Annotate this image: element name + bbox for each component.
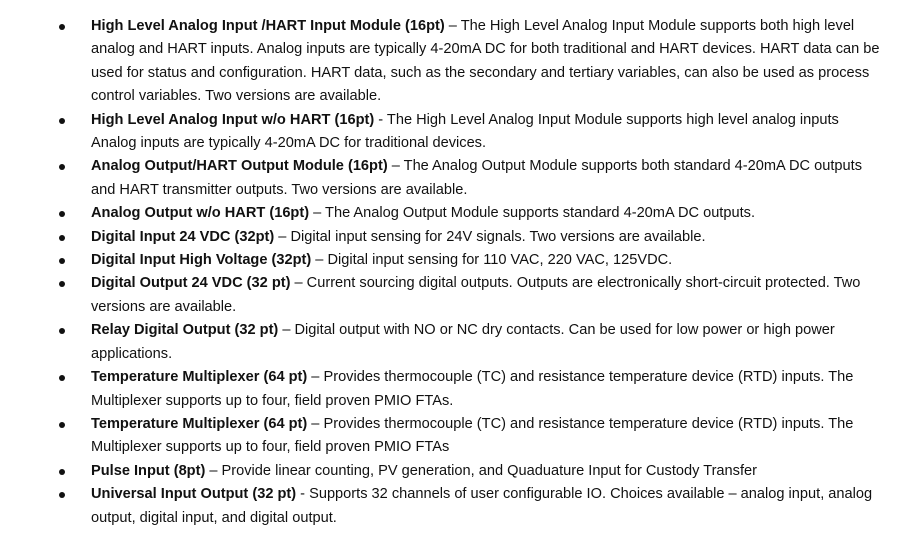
list-item-hl-analog-input-no-hart [0, 109, 921, 156]
item-title: Universal Input Output (32 pt) [91, 486, 297, 503]
bullet-icon [59, 281, 65, 287]
bullet-icon [59, 118, 65, 124]
bullet-icon [59, 258, 65, 264]
item-description: - The High Level Analog Input Module supports high level analog inputs Analog inputs are typically 4-20mA DC for traditional devices. [91, 111, 839, 152]
list-item-universal-input-output [0, 483, 921, 530]
bullet-icon [59, 211, 65, 217]
document-body [0, 15, 921, 530]
item-description: – The Analog Output Module supports standard 4-20mA DC outputs. [309, 205, 755, 222]
module-bullet-list [0, 15, 921, 530]
list-item-temperature-multiplexer [0, 366, 921, 413]
bullet-icon [59, 469, 65, 475]
item-description: – Provide linear counting, PV generation, and Quaduature Input for Custody Transfer [205, 462, 757, 479]
item-title: Digital Input High Voltage (32pt) [91, 252, 312, 269]
item-description: - Supports 32 channels of user configurable IO. Choices available – analog input, analog output, digital input, and digital output. [91, 486, 873, 526]
list-item-hl-analog-input-hart [0, 15, 921, 109]
list-item-digital-output-24vdc [0, 272, 921, 319]
item-title: Analog Output/HART Output Module (16pt) [91, 158, 388, 175]
item-title: Temperature Multiplexer (64 pt) [91, 415, 308, 432]
item-title: High Level Analog Input w/o HART (16pt) [91, 111, 375, 128]
bullet-icon [59, 375, 65, 381]
item-title: High Level Analog Input /HART Input Module (16pt) [91, 18, 445, 34]
bullet-icon [59, 422, 65, 428]
item-description: – The High Level Analog Input Module supports both high level analog and HART inputs. Analog inputs are typically 4-20mA DC for both traditional and HART devices. HART data can be used for status and configuration. HART data, such as the secondary and tertiary variables, can also be used as process control variables. Two versions are available. [91, 18, 880, 105]
item-title: Analog Output w/o HART (16pt) [91, 205, 310, 222]
item-description: – Provides thermocouple (TC) and resistance temperature device (RTD) inputs. The Multiplexer supports up to four, field proven PMIO FTAs [91, 415, 854, 456]
list-item-analog-output-hart [0, 155, 921, 202]
bullet-icon [59, 235, 65, 241]
item-title: Digital Input 24 VDC (32pt) [91, 228, 275, 245]
bullet-icon [59, 164, 65, 170]
item-description: – The Analog Output Module supports both standard 4-20mA DC outputs and HART transmitter outputs. Two versions are available. [91, 158, 863, 198]
list-item-analog-output-no-hart [0, 202, 921, 225]
list-item-relay-digital-output [0, 319, 921, 366]
item-title: Temperature Multiplexer (64 pt) [91, 369, 308, 386]
item-description: – Digital output with NO or NC dry contacts. Can be used for low power or high power applications. [91, 322, 835, 362]
list-item-digital-input-high-voltage [0, 249, 921, 272]
list-item-digital-input-24vdc [0, 226, 921, 249]
item-description: – Digital input sensing for 24V signals. Two versions are available. [274, 228, 706, 245]
item-description: – Provides thermocouple (TC) and resistance temperature device (RTD) inputs. The Multiplexer supports up to four, field proven PMIO FTAs. [91, 369, 854, 409]
item-title: Digital Output 24 VDC (32 pt) [91, 275, 291, 292]
bullet-icon [59, 492, 65, 498]
item-description: – Current sourcing digital outputs. Outputs are electronically short-circuit protected. Two versions are available. [91, 275, 861, 315]
bullet-icon [59, 328, 65, 334]
list-item-pulse-input [0, 460, 921, 483]
bullet-icon [59, 24, 65, 30]
list-item-temperature-multiplexer-2 [0, 413, 921, 460]
item-title: Relay Digital Output (32 pt) [91, 322, 279, 339]
item-description: – Digital input sensing for 110 VAC, 220 VAC, 125VDC. [311, 252, 673, 269]
item-title: Pulse Input (8pt) [91, 462, 206, 479]
